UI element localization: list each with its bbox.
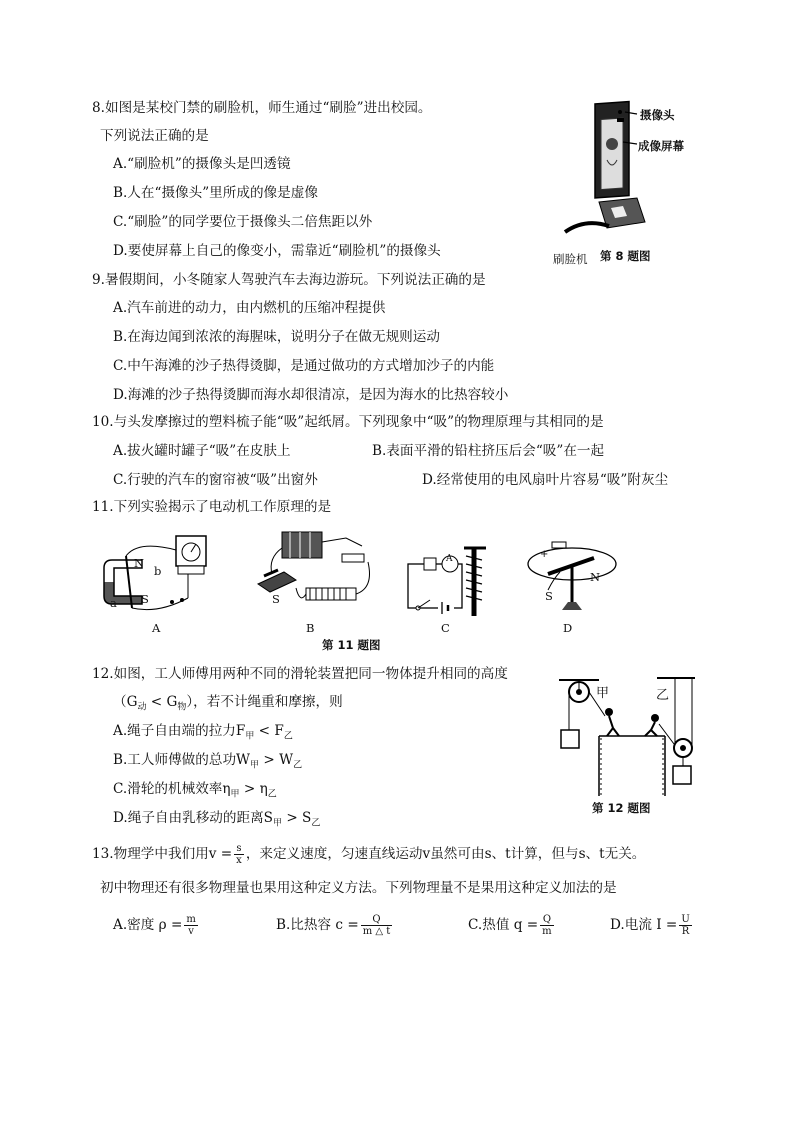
- q13-stem-2: 初中物理还有很多物理量也果用这种定义方法。下列物理量不是果用这种定义加法的是: [100, 880, 617, 896]
- q12-option-c: C.滑轮的机械效率$\eta_甲 > \eta_乙$: [113, 781, 277, 800]
- q8-label-camera: 摄像头: [640, 108, 675, 122]
- q10-option-b: B.表面平滑的铅柱挤压后会“吸”在一起: [372, 443, 605, 459]
- q12-option-a: A.绳子自由端的拉力$F_甲 < F_乙$: [113, 723, 293, 742]
- q12-option-d: D.绳子自由乳移动的距离$S_甲 > S_乙$: [113, 810, 321, 829]
- q8-option-c: C.“刷脸”的同学要位于摄像头二倍焦距以外: [113, 214, 373, 230]
- q11d-n-label: N: [590, 570, 601, 584]
- q12-option-b: B.工人师傅做的总功$W_甲 > W_乙$: [113, 752, 303, 771]
- q8-label-machine: 刷脸机: [553, 252, 588, 266]
- q12-label-jia: 甲: [596, 686, 610, 701]
- q11-label-c: C: [441, 621, 450, 635]
- q8-figure-caption: 第 8 题图: [600, 249, 651, 263]
- q10-option-a: A.拔火罐时罐子“吸”在皮肤上: [113, 443, 291, 459]
- q13-option-a: A.密度 ρ = $\frac{m}{v}$: [113, 914, 196, 937]
- q11a-s-label: S: [141, 592, 149, 606]
- q11a-n-label: N: [134, 556, 145, 570]
- q11-label-d: D: [563, 621, 573, 635]
- q8-label-screen: 成像屏幕: [638, 139, 684, 153]
- q8-stem-2: 下列说法正确的是: [100, 128, 209, 144]
- q11-figure-b: [250, 528, 380, 620]
- q11-label-b: B: [306, 621, 315, 635]
- q11-figure-d: [524, 536, 620, 622]
- q11d-s-label: S: [545, 589, 553, 603]
- q13-stem: 13.物理学中我们用v = $\frac{s}{x}$ ，来定义速度，匀速直线运动v虽然可由s、t计算，但与s、t无关。: [92, 843, 646, 866]
- q13-option-b: B.比热容 c = $\frac{Q}{m \triangle t}$: [276, 914, 391, 937]
- q11a-b-label: b: [154, 564, 162, 578]
- q13-option-d: D.电流 I = $\frac{U}{R}$: [610, 914, 690, 937]
- q12-label-yi: 乙: [656, 688, 670, 703]
- q8-stem: 8.如图是某校门禁的刷脸机，师生通过“刷脸”进出校园。: [92, 100, 432, 116]
- q8-option-a: A.“刷脸机”的摄像头是凹透镜: [113, 156, 291, 172]
- q11-stem: 11.下列实验揭示了电动机工作原理的是: [92, 499, 332, 515]
- q12-stem-condition: $(G_动 < G_物)$，若不计绳重和摩擦，则: [113, 694, 343, 713]
- q11a-a-label: a: [110, 596, 117, 610]
- q10-option-d: D.经常使用的电风扇叶片容易“吸”附灰尘: [422, 472, 669, 488]
- q10-stem: 10.与头发摩擦过的塑料梳子能“吸”起纸屑。下列现象中“吸”的物理原理与其相同的是: [92, 414, 604, 430]
- q8-option-d: D.要使屏幕上自己的像变小，需靠近“刷脸机”的摄像头: [113, 243, 441, 259]
- q11-label-a: A: [152, 621, 161, 635]
- q9-stem: 9.暑假期间，小冬随家人驾驶汽车去海边游玩。下列说法正确的是: [92, 272, 486, 288]
- q10-option-c: C.行驶的汽车的窗帘被“吸”出窗外: [113, 472, 318, 488]
- q13-velocity-fraction: $\frac{s}{x}$: [236, 843, 242, 866]
- q12-stem: 12.如图，工人师傅用两种不同的滑轮装置把同一物体提升相同的高度: [92, 666, 508, 682]
- q11-figure-caption: 第 11 题图: [322, 638, 381, 652]
- q12-figure-caption: 第 12 题图: [592, 801, 651, 815]
- q9-option-c: C.中午海滩的沙子热得烫脚，是通过做功的方式增加沙子的内能: [113, 358, 495, 374]
- q12-figure-pulleys: [555, 676, 705, 798]
- q9-option-b: B.在海边闻到浓浓的海腥味，说明分子在做无规则运动: [113, 329, 440, 345]
- q13-option-c: C.热值 q = $\frac{Q}{m}$: [468, 914, 552, 937]
- q11c-ammeter-label: A: [446, 554, 453, 564]
- q8-option-b: B.人在“摄像头”里所成的像是虚像: [113, 185, 318, 201]
- q9-option-a: A.汽车前进的动力，由内燃机的压缩冲程提供: [113, 300, 386, 316]
- q11b-s-label: S: [272, 592, 280, 606]
- q11d-plus-label: +: [540, 549, 549, 560]
- q9-option-d: D.海滩的沙子热得烫脚而海水却很清凉，是因为海水的比热容较小: [113, 387, 509, 403]
